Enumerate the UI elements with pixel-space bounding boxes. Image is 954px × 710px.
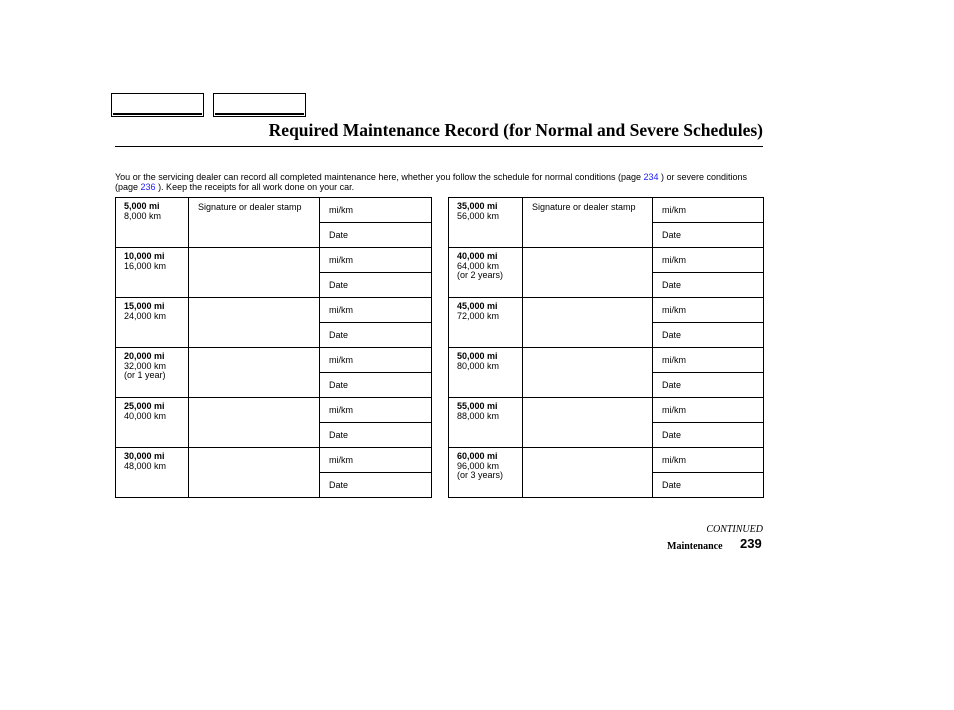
date-label: Date [329, 480, 349, 490]
mileage-entry-field[interactable] [320, 448, 432, 473]
date-label: Date [662, 430, 682, 440]
signature-cell[interactable] [189, 198, 320, 248]
mileage-entry-field[interactable] [320, 248, 432, 273]
page-title: Required Maintenance Record (for Normal and Severe Schedules) [268, 120, 763, 140]
mileage-entry-field[interactable] [653, 398, 764, 423]
miles-label: 10,000 mi [124, 251, 165, 261]
kilometers-label: 80,000 km [457, 360, 500, 371]
intro-text-2: ) or severe conditions (page [115, 172, 748, 192]
miles-label: 55,000 mi [457, 401, 498, 411]
mikm-label: mi/km [662, 405, 686, 415]
date-entry-field[interactable] [320, 273, 432, 298]
kilometers-label: 72,000 km [457, 310, 500, 321]
date-label: Date [662, 480, 682, 490]
mileage-entry-field[interactable] [320, 398, 432, 423]
milestone-cell [116, 298, 189, 348]
milestone-cell [449, 198, 523, 248]
mikm-label: mi/km [662, 205, 686, 215]
milestone-cell [449, 298, 523, 348]
interval-note: (or 2 years) [457, 270, 504, 280]
date-label: Date [662, 280, 682, 290]
date-entry-field[interactable] [653, 323, 764, 348]
mileage-entry-field[interactable] [320, 348, 432, 373]
kilometers-label: 32,000 km [124, 360, 167, 371]
page-link-236[interactable]: 236 [140, 182, 156, 192]
kilometers-label: 16,000 km [124, 260, 167, 271]
signature-cell[interactable] [189, 348, 320, 398]
mikm-label: mi/km [329, 255, 353, 265]
milestone-cell [116, 398, 189, 448]
header-tab-box-1 [111, 93, 204, 117]
date-entry-field[interactable] [653, 423, 764, 448]
table-row [116, 398, 432, 423]
continued-label: CONTINUED [706, 524, 763, 535]
mileage-entry-field[interactable] [320, 198, 432, 223]
mileage-entry-field[interactable] [653, 348, 764, 373]
mileage-entry-field[interactable] [653, 198, 764, 223]
milestone-cell [116, 348, 189, 398]
maintenance-record-table-right [448, 197, 764, 498]
signature-cell[interactable] [523, 398, 653, 448]
mikm-label: mi/km [662, 255, 686, 265]
signature-cell[interactable] [523, 248, 653, 298]
signature-cell[interactable] [189, 448, 320, 498]
milestone-cell [449, 448, 523, 498]
date-entry-field[interactable] [320, 223, 432, 248]
table-row [116, 198, 432, 223]
date-label: Date [329, 280, 349, 290]
table-row [449, 448, 764, 473]
mikm-label: mi/km [329, 455, 353, 465]
table-row [116, 298, 432, 323]
date-entry-field[interactable] [320, 373, 432, 398]
date-label: Date [662, 330, 682, 340]
miles-label: 60,000 mi [457, 451, 498, 461]
mikm-label: mi/km [662, 355, 686, 365]
signature-label: Signature or dealer stamp [532, 202, 636, 212]
mikm-label: mi/km [329, 355, 353, 365]
interval-note: (or 1 year) [124, 370, 166, 380]
miles-label: 50,000 mi [457, 351, 498, 361]
intro-text-3: ). Keep the receipts for all work done on your car. [155, 182, 355, 192]
kilometers-label: 24,000 km [124, 310, 167, 321]
signature-cell[interactable] [189, 398, 320, 448]
section-name: Maintenance [667, 541, 723, 552]
date-label: Date [329, 380, 349, 390]
mileage-entry-field[interactable] [653, 448, 764, 473]
intro-text-1: You or the servicing dealer can record all completed maintenance here, whether you follow the schedule for normal conditions (page [115, 172, 644, 182]
interval-note: (or 3 years) [457, 470, 504, 480]
date-entry-field[interactable] [653, 473, 764, 498]
mikm-label: mi/km [329, 205, 353, 215]
title-underline [115, 146, 763, 147]
kilometers-label: 96,000 km [457, 460, 500, 471]
date-label: Date [329, 330, 349, 340]
miles-label: 40,000 mi [457, 251, 498, 261]
signature-cell[interactable] [189, 298, 320, 348]
kilometers-label: 64,000 km [457, 260, 500, 271]
date-entry-field[interactable] [320, 473, 432, 498]
table-row [116, 248, 432, 273]
miles-label: 25,000 mi [124, 401, 165, 411]
date-entry-field[interactable] [653, 373, 764, 398]
miles-label: 45,000 mi [457, 301, 498, 311]
date-label: Date [329, 430, 349, 440]
milestone-cell [449, 348, 523, 398]
header-tab-box-2 [213, 93, 306, 117]
page-link-234[interactable]: 234 [643, 172, 659, 182]
mileage-entry-field[interactable] [320, 298, 432, 323]
miles-label: 20,000 mi [124, 351, 165, 361]
mikm-label: mi/km [662, 305, 686, 315]
table-row [449, 298, 764, 323]
mikm-label: mi/km [329, 405, 353, 415]
milestone-cell [116, 248, 189, 298]
table-row [449, 398, 764, 423]
intro-paragraph [115, 172, 760, 192]
date-entry-field[interactable] [320, 323, 432, 348]
mikm-label: mi/km [329, 305, 353, 315]
date-label: Date [662, 380, 682, 390]
signature-cell[interactable] [523, 448, 653, 498]
kilometers-label: 88,000 km [457, 410, 500, 421]
date-entry-field[interactable] [653, 223, 764, 248]
page-number: 239 [740, 536, 762, 551]
miles-label: 15,000 mi [124, 301, 165, 311]
signature-cell[interactable] [523, 298, 653, 348]
mikm-label: mi/km [662, 455, 686, 465]
table-row [449, 198, 764, 223]
kilometers-label: 56,000 km [457, 210, 500, 221]
milestone-cell [449, 398, 523, 448]
date-label: Date [329, 230, 349, 240]
maintenance-record-table-left [115, 197, 432, 498]
table-row [449, 348, 764, 373]
kilometers-label: 48,000 km [124, 460, 167, 471]
miles-label: 35,000 mi [457, 201, 498, 211]
kilometers-label: 8,000 km [124, 210, 162, 221]
mileage-entry-field[interactable] [653, 298, 764, 323]
milestone-cell [116, 448, 189, 498]
miles-label: 5,000 mi [124, 201, 160, 211]
table-row [449, 248, 764, 273]
milestone-cell [449, 248, 523, 298]
signature-cell[interactable] [189, 248, 320, 298]
kilometers-label: 40,000 km [124, 410, 167, 421]
miles-label: 30,000 mi [124, 451, 165, 461]
signature-cell[interactable] [523, 348, 653, 398]
date-entry-field[interactable] [320, 423, 432, 448]
table-row [116, 348, 432, 373]
date-entry-field[interactable] [653, 273, 764, 298]
signature-cell[interactable] [523, 198, 653, 248]
signature-label: Signature or dealer stamp [198, 202, 302, 212]
mileage-entry-field[interactable] [653, 248, 764, 273]
date-label: Date [662, 230, 682, 240]
table-row [116, 448, 432, 473]
milestone-cell [116, 198, 189, 248]
